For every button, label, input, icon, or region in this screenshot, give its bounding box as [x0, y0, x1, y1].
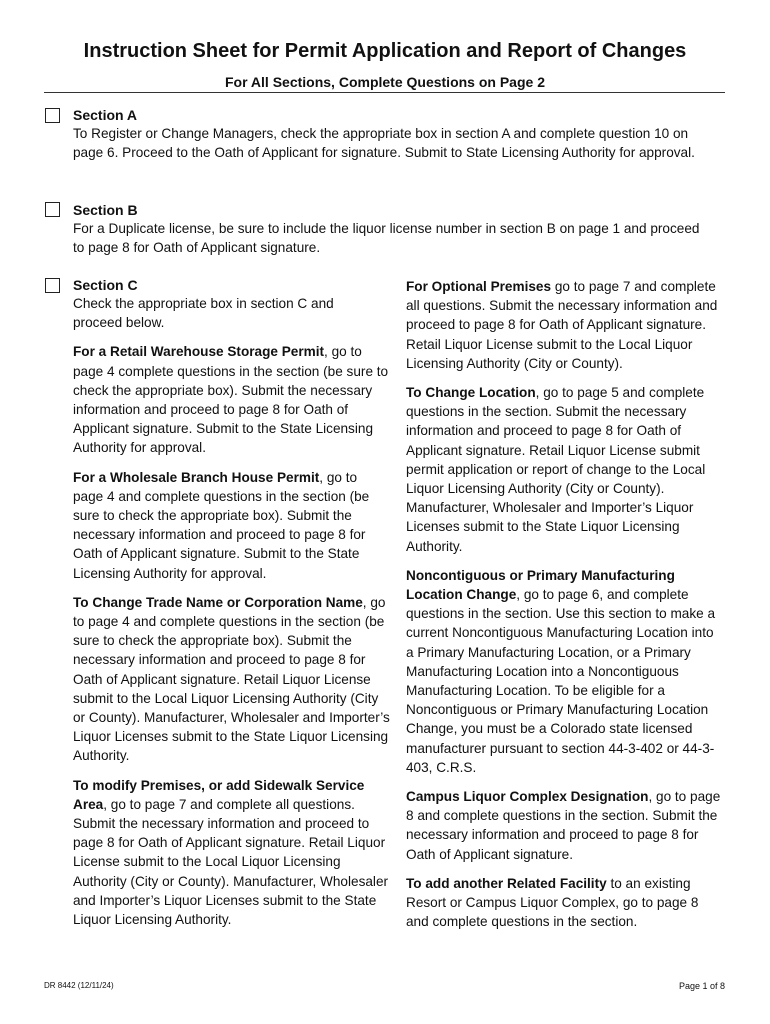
item-heading: To modify Premises, or add Sidewalk Service Area [73, 777, 365, 812]
section-a-text: To Register or Change Managers, check the appropriate box in section A and complete question 10 on page 6. Proceed to the Oath of Applicant for signature. Submit to State Licensing Authority for approval. [73, 126, 695, 160]
item-text: , go to page 6, and complete questions in the section. Use this section to make a current Noncontiguous Manufacturing Location into a Primary Manufacturing Location, or a Primary Manufacturing Location into a Noncontiguous Manufacturing Location. To be eligible for a Noncontiguous or Primary Manufacturing Location Change, you must be a Colorado state licensed manufacturer pursuant to section 44-3-402 or 44-3-403, C.R.S. [406, 587, 716, 775]
item-heading: For a Wholesale Branch House Permit [73, 469, 320, 485]
section-a-checkbox[interactable] [45, 108, 60, 123]
section-b-text: For a Duplicate license, be sure to include the liquor license number in section B on page 1 and proceed to page 8 for Oath of Applicant signature. [73, 221, 700, 255]
item-heading: For Optional Premises [406, 279, 552, 294]
page-title: Instruction Sheet for Permit Application and Report of Changes [83, 40, 687, 62]
section-c-heading: Section C [73, 277, 138, 293]
item-text: , go to page 8 and complete questions in the section. Submit the necessary information and proceed to page 8 for Oath of Applicant signature. [406, 789, 721, 862]
page-subtitle: For All Sections, Complete Questions on Page 2 [225, 74, 545, 90]
section-c-checkbox[interactable] [45, 278, 60, 293]
section-c-right-column [406, 277, 724, 932]
right-item-campus-complex [406, 787, 724, 864]
item-text: , go to page 4 and complete questions in the section (be sure to check the appropriate box). Submit the necessary information and proceed to page 8 for Oath of Applicant signature. Retail Liquor License submit to the Local Liquor Licensing Authority (City or County). Manufacturer, Wholesaler and Importer’s Liquor Licenses submit to the State Liquor Licensing Authority. [73, 594, 390, 764]
item-text: go to page 7 and complete all questions. Submit the necessary information and proceed to page 8 for Oath of Applicant signature. Retail Liquor License submit to the Local Liquor Licensing Authority (City or County). [406, 279, 718, 371]
item-text: , go to page 5 and complete questions in the section. Submit the necessary information and proceed to page 8 for Oath of Applicant signature. Retail Liquor License submit permit application or report of change to the Local Liquor Licensing Authority (City or County). Manufacturer, Wholesaler and Importer’s Liquor Licenses submit to the State Liquor Licensing Authority. [406, 385, 706, 554]
page-number: Page 1 of 8 [678, 981, 725, 991]
right-item-optional-premises [406, 277, 724, 373]
item-heading: For a Retail Warehouse Storage Permit [73, 344, 325, 360]
item-text: to an existing Resort or Campus Liquor Complex, go to page 8 and complete questions in the section. [406, 875, 699, 930]
item-text: , go to page 4 and complete questions in the section (be sure to check the appropriate box). Submit the necessary information and proceed to page 8 for Oath of Applicant signature. Submit to the State Licensing Authority for approval. [73, 469, 370, 581]
section-a-heading: Section A [73, 107, 138, 123]
item-heading: To Change Location [406, 385, 536, 401]
item-heading: To Change Trade Name or Corporation Name [73, 594, 363, 610]
left-item-wholesale-branch [73, 468, 391, 583]
item-heading: To add another Related Facility [406, 875, 607, 891]
item-heading: Campus Liquor Complex Designation [406, 789, 649, 805]
section-c-intro: Check the appropriate box in section C and proceed below. [73, 296, 334, 331]
item-heading: Noncontiguous or Primary Manufacturing Location Change [406, 567, 675, 603]
right-item-noncontiguous [406, 566, 724, 777]
header-divider [44, 92, 725, 93]
section-b-checkbox[interactable] [45, 202, 60, 217]
item-text: , go to page 7 and complete all questions. Submit the necessary information and proceed to page 8 for Oath of Applicant signature. Retail Liquor License submit to the Local Liquor Licensing Authority (City or County). Manufacturer, Wholesaler and Importer’s Liquor Licenses submit to the State Liquor Licensing Authority. [73, 796, 389, 928]
left-item-retail-warehouse [73, 342, 391, 457]
left-item-modify-premises [73, 776, 391, 930]
right-item-change-location [406, 383, 724, 556]
left-item-change-trade-name [73, 593, 391, 766]
item-text: , go to page 4 complete questions in the section (be sure to check the appropriate box). Submit the necessary information and proceed to page 8 for Oath of Applicant signature. Submit to the State Licensing Authority for approval. [73, 344, 389, 456]
right-item-related-facility [406, 874, 724, 932]
section-c-left-column [73, 294, 391, 929]
form-id: DR 8442 (12/11/24) [44, 981, 114, 990]
section-b-heading: Section B [73, 202, 138, 218]
